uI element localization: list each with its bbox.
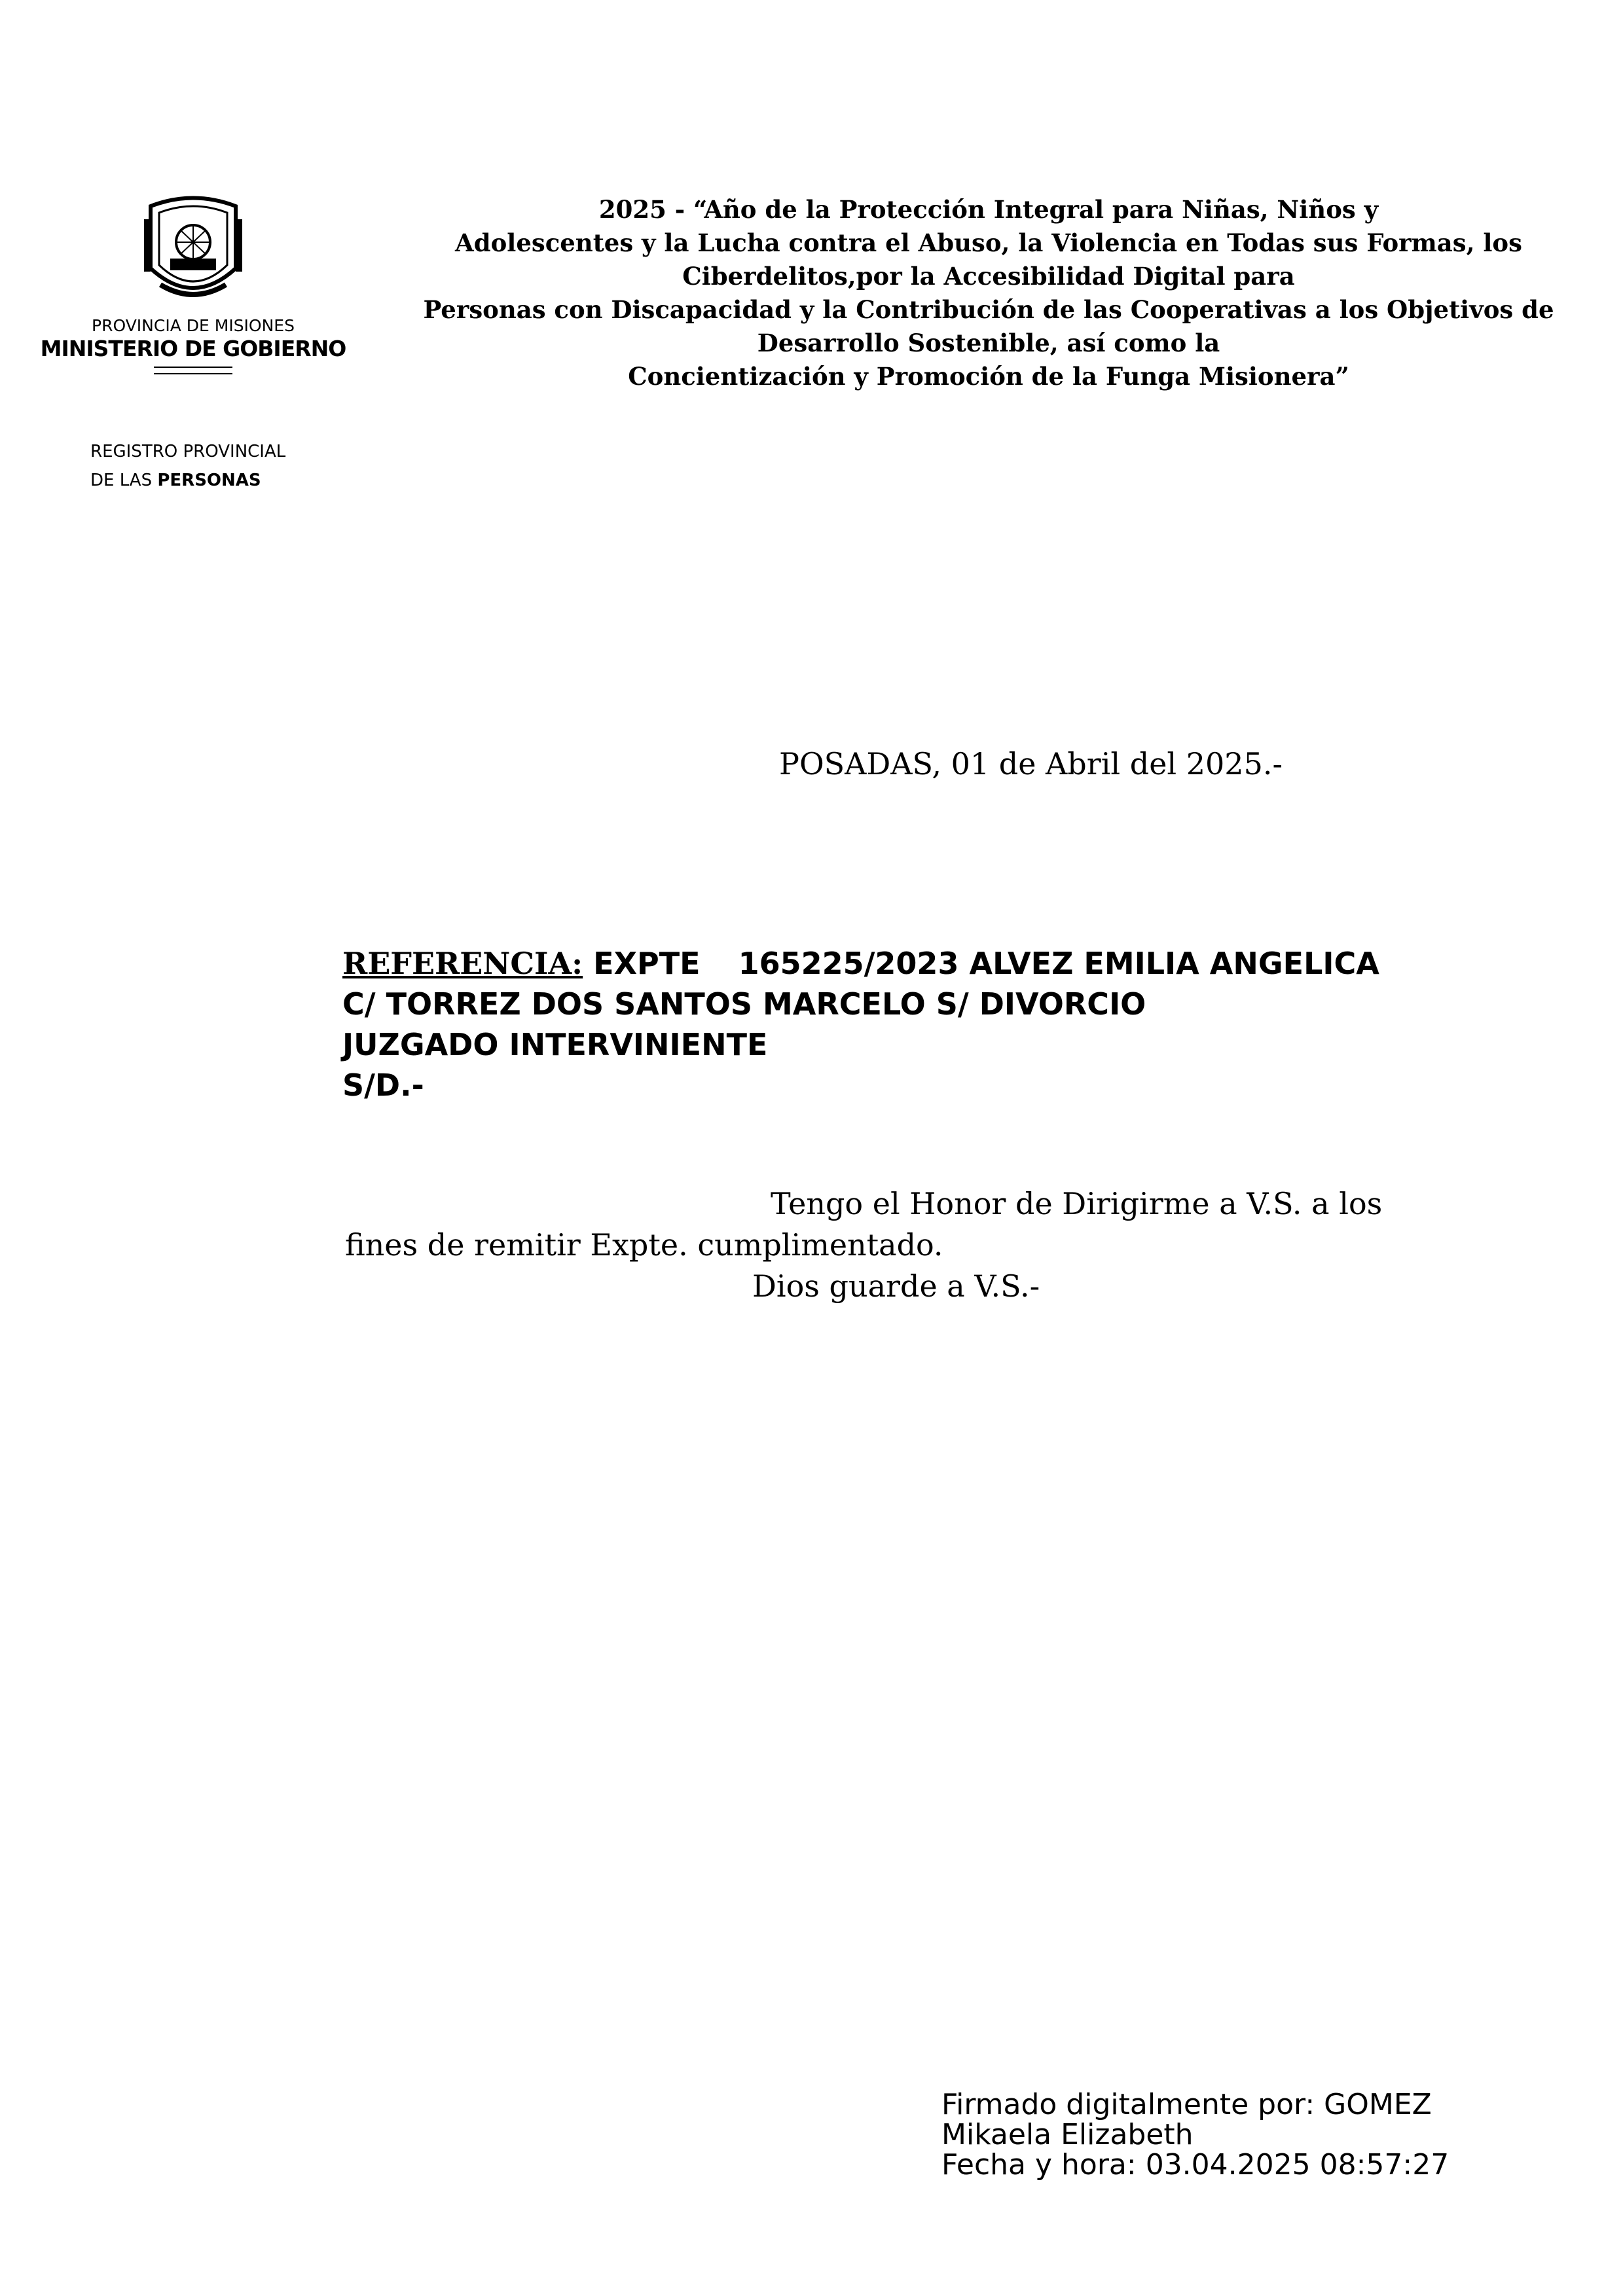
body-line-3: Dios guarde a V.S.-	[752, 1268, 1040, 1304]
motto-line: Concientización y Promoción de la Funga Misionera”	[628, 362, 1349, 391]
letter-body	[345, 1183, 1382, 1307]
reference-line-3: JUZGADO INTERVINIENTE	[342, 1027, 768, 1062]
signature-line-1: Firmado digitalmente por: GOMEZ	[941, 2088, 1432, 2121]
motto-line: Desarrollo Sostenible, así como la	[757, 329, 1220, 357]
reference-line-2: C/ TORREZ DOS SANTOS MARCELO S/ DIVORCIO	[342, 986, 1146, 1022]
digital-signature	[941, 2090, 1449, 2180]
body-line-2: fines de remitir Expte. cumplimentado.	[345, 1227, 943, 1263]
motto-line: 2025 - “Año de la Protección Integral para Niñas, Niños y	[598, 195, 1379, 224]
ministry-logo	[39, 193, 347, 389]
motto-line: Personas con Discapacidad y la Contribución de las Cooperativas a los Objetivos de	[423, 295, 1554, 324]
province-name: PROVINCIA DE MISIONES	[92, 316, 295, 335]
expte-number: 165225/2023 ALVEZ EMILIA ANGELICA	[738, 946, 1379, 981]
office-name	[90, 437, 285, 495]
office-line-2	[90, 466, 285, 495]
motto-line: Ciberdelitos,por la Accesibilidad Digital para	[682, 262, 1295, 291]
logo-rule	[154, 373, 232, 374]
signature-line-3: Fecha y hora: 03.04.2025 08:57:27	[941, 2148, 1450, 2181]
body-line-1: Tengo el Honor de Dirigirme a V.S. a los	[771, 1186, 1383, 1221]
ministry-name: MINISTERIO DE GOBIERNO	[40, 336, 346, 361]
reference-block	[342, 943, 1379, 1105]
date-line: POSADAS, 01 de Abril del 2025.-	[779, 746, 1283, 781]
expte-word: EXPTE	[593, 946, 701, 981]
motto-line: Adolescentes y la Lucha contra el Abuso, la Violencia en Todas sus Formas, los	[455, 228, 1522, 257]
office-line-2-prefix: DE LAS	[90, 471, 158, 490]
signature-line-2: Mikaela Elizabeth	[941, 2118, 1194, 2151]
reference-line-1	[342, 943, 1379, 984]
reference-line-4: S/D.-	[342, 1067, 424, 1103]
office-line-2-bold: PERSONAS	[157, 471, 261, 490]
office-line-1: REGISTRO PROVINCIAL	[90, 442, 286, 461]
year-motto	[380, 193, 1597, 393]
reference-label: REFERENCIA:	[342, 946, 583, 981]
logo-rule	[154, 367, 232, 368]
provincial-seal-icon	[134, 193, 252, 311]
